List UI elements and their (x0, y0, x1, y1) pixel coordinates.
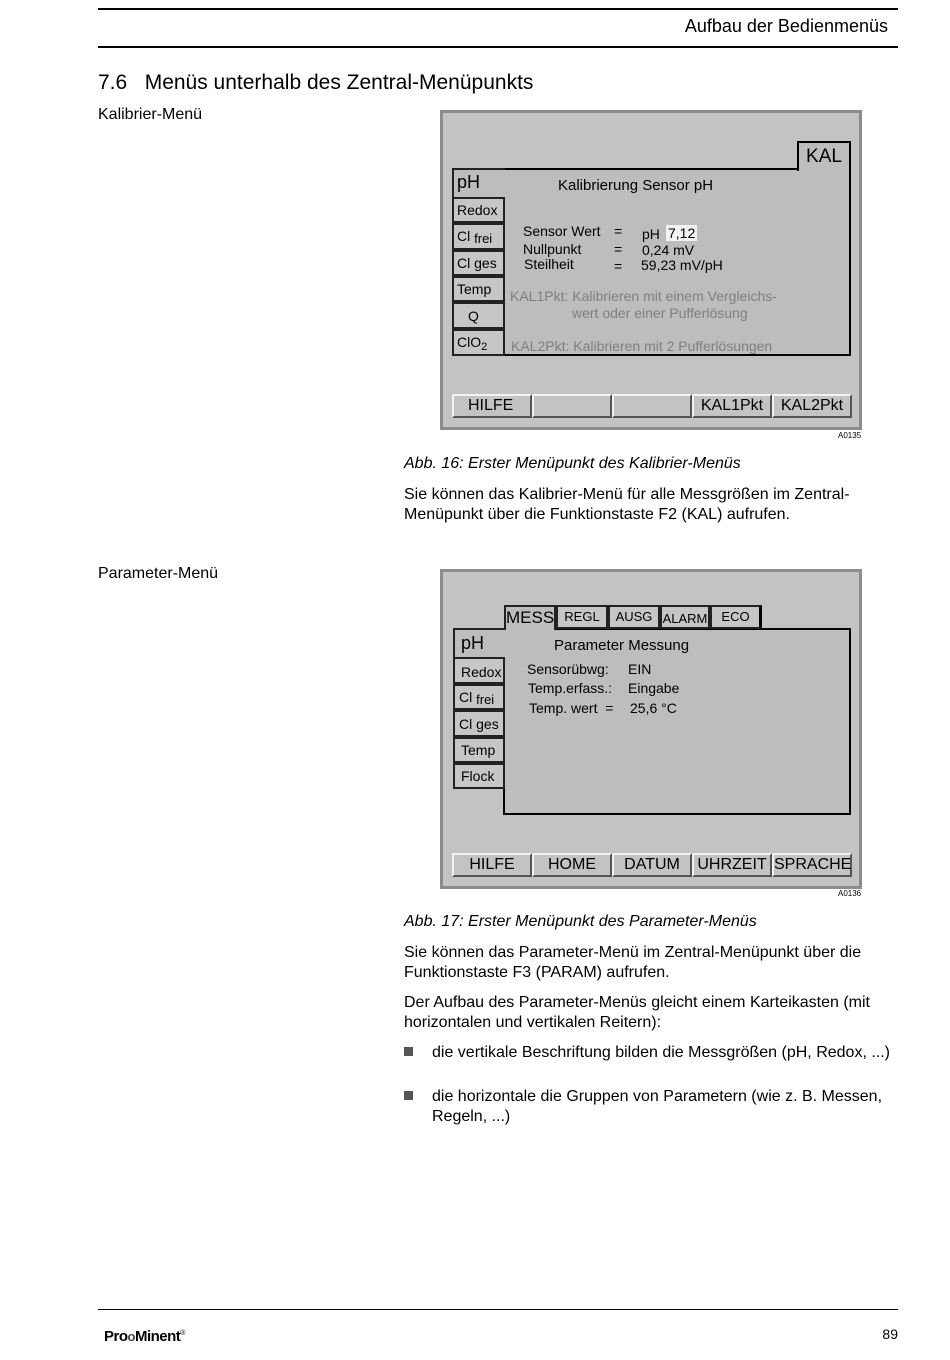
kalibrier-subtitle: Kalibrier-Menü (98, 106, 203, 123)
fkey-uhrzeit[interactable]: UHRZEIT (692, 853, 772, 877)
bullet-square-icon (404, 1047, 413, 1056)
parameter-paragraph-1: Sie können das Parameter-Menü im Zentral-Menüpunkt über die Funktionstaste F3 (PARAM) aufrufen. (404, 944, 862, 981)
page-number: 89 (882, 1326, 898, 1342)
fkey-f2-empty[interactable] (532, 394, 612, 418)
tab-ausg[interactable]: AUSG (608, 605, 660, 629)
row-sensor-wert-label: Sensor Wert (523, 223, 601, 239)
hint-kal1-line1: KAL1Pkt: Kalibrieren mit einem Vergleichs- (510, 288, 777, 304)
tab-ph[interactable]: pH (452, 168, 505, 197)
footer-rule (98, 1309, 898, 1310)
row-nullpunkt-value: 0,24 mV (642, 242, 695, 258)
chapter-title: Aufbau der Bedienmenüs (684, 16, 888, 36)
caption-abb17: Abb. 17: Erster Menüpunkt des Parameter-Menüs (404, 913, 757, 930)
fkey-datum[interactable]: DATUM (612, 853, 692, 877)
tab-flock[interactable]: Flock (453, 763, 505, 789)
row-steilheit-value: 59,23 mV/pH (641, 257, 723, 273)
row-sensoruebwg-label: Sensorübwg: (527, 661, 609, 677)
kalibrier-paragraph: Sie können das Kalibrier-Menü für alle Messgrößen im Zentral-Menüpunkt über die Funktionstaste F2 (KAL) aufrufen. (404, 486, 850, 523)
tab-regl[interactable]: REGL (556, 605, 608, 629)
row-steilheit-eq: = (614, 258, 623, 274)
tab-clo2-label: ClO (457, 334, 482, 350)
tab-clo2-sub: 2 (481, 341, 488, 353)
tab-q[interactable]: Q (452, 302, 505, 329)
tab-eco[interactable]: ECO (710, 605, 762, 629)
fkey-kal2pkt[interactable]: KAL2Pkt (772, 394, 852, 418)
row-steilheit-label: Steilheit (524, 256, 574, 272)
parameter-subtitle: Parameter-Menü (98, 565, 219, 582)
row-sensor-wert-eq: = (614, 223, 623, 239)
row-tempErfass-value[interactable]: Eingabe (628, 680, 680, 696)
row-tempErfass-label: Temp.erfass.: (528, 680, 613, 696)
header-rule (98, 46, 898, 48)
figure-code-a0136: A0136 (838, 889, 862, 898)
fkey-kal1pkt[interactable]: KAL1Pkt (692, 394, 772, 418)
row-tempWert-value[interactable]: 25,6 °C (630, 700, 677, 716)
fkey-f3-empty[interactable] (612, 394, 692, 418)
tab-mess[interactable]: MESS (504, 605, 556, 630)
tab-clo2[interactable] (452, 329, 505, 356)
parameter-screen-title: Parameter Messung (554, 637, 690, 654)
row-sensoruebwg-value[interactable]: EIN (628, 661, 652, 677)
tab-ph[interactable]: pH (453, 628, 505, 657)
tab-cl-frei-sub: frei (474, 231, 493, 246)
tab-redox[interactable]: Redox (453, 657, 505, 684)
caption-abb16: Abb. 16: Erster Menüpunkt des Kalibrier-Menüs (404, 455, 741, 472)
row-nullpunkt-label: Nullpunkt (523, 241, 582, 257)
tab-cl-ges[interactable] (452, 250, 505, 276)
tab-cl-frei-cl: Cl (459, 689, 473, 705)
bullet-item: die horizontale die Gruppen von Parametern (wie z. B. Messen, Regeln, ...) (432, 1088, 883, 1125)
kalibrier-screen (440, 110, 862, 430)
prominent-logo: ProoMinent® (104, 1328, 185, 1345)
tab-cl-ges[interactable] (453, 710, 505, 737)
tab-redox[interactable]: Redox (452, 197, 505, 223)
tab-cl-ges-cl: Cl (457, 255, 471, 271)
fkey-home[interactable]: HOME (532, 853, 612, 877)
parameter-panel (503, 628, 851, 815)
parameter-screen (440, 569, 862, 889)
tab-alarm[interactable]: ALARM (660, 605, 710, 629)
top-rule (98, 8, 898, 10)
kalibrier-screen-title: Kalibrierung Sensor pH (558, 177, 714, 194)
bullet-item: die vertikale Beschriftung bilden die Messgrößen (pH, Redox, ...) (432, 1044, 890, 1061)
fkey-hilfe[interactable]: HILFE (452, 394, 532, 418)
tab-cl-frei[interactable] (452, 223, 505, 250)
tab-cl-ges-sub: ges (474, 255, 497, 271)
tab-cl-frei-sub: frei (476, 692, 495, 707)
bullet-square-icon (404, 1091, 413, 1100)
hint-kal2: KAL2Pkt: Kalibrieren mit 2 Pufferlösungen (511, 338, 773, 354)
tab-cl-ges-sub: ges (476, 716, 499, 732)
row-sensor-wert-value[interactable]: 7,12 (668, 225, 696, 241)
tab-cl-frei[interactable] (453, 684, 505, 710)
figure-code-a0135: A0135 (838, 431, 862, 440)
row-sensor-wert-unit: pH (642, 226, 660, 242)
parameter-paragraph-2: Der Aufbau des Parameter-Menüs gleicht einem Karteikasten (mit horizontalen und vertikalen Reitern): (404, 994, 870, 1031)
fkey-sprache[interactable]: SPRACHE (772, 853, 852, 877)
fkey-hilfe[interactable]: HILFE (452, 853, 532, 877)
tab-cl-frei-cl: Cl (457, 228, 471, 244)
tab-cl-ges-cl: Cl (459, 716, 473, 732)
tab-temp[interactable]: Temp (453, 737, 505, 763)
tab-temp[interactable]: Temp (452, 276, 505, 302)
section-title: 7.6 Menüs unterhalb des Zentral-Menüpunkts (98, 71, 534, 94)
row-tempWert-label: Temp. wert = (529, 700, 614, 716)
kal-corner-tab[interactable]: KAL (797, 141, 851, 171)
row-nullpunkt-eq: = (614, 241, 623, 257)
hint-kal1-line2: wert oder einer Pufferlösung (572, 305, 748, 321)
